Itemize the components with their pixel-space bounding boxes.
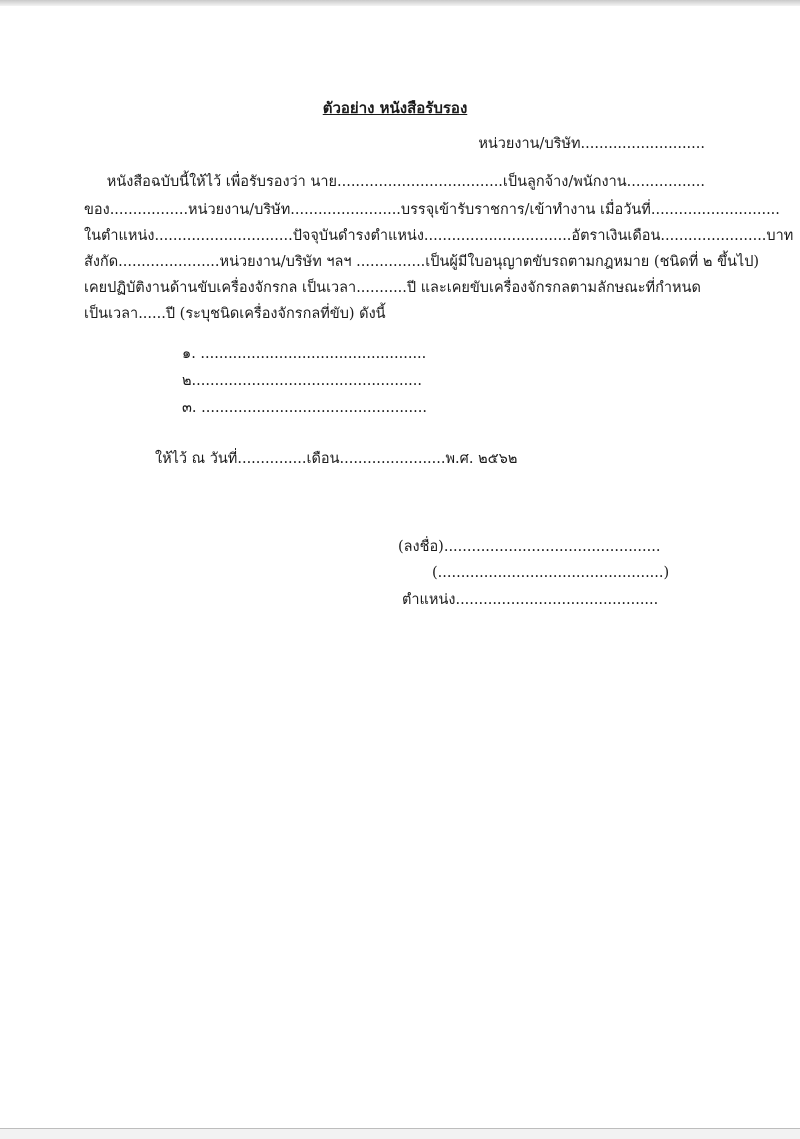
body-line-2 [84, 200, 780, 220]
company-line: หน่วยงาน/บริษัท........................... [478, 136, 705, 152]
signature-name-line: (.................................................) [432, 565, 670, 581]
body-line-5: เคยปฏิบัติงานด้านขับเครื่องจักรกล เป็นเวลา...........ปี และเคยขับเครื่องจักรกลตามลักษณะที่กำหนด [84, 280, 701, 296]
signature-line: (ลงชื่อ)............................................... [398, 539, 661, 555]
body-line-3-left: ในตำแหน่ง..............................ปัจจุบันดำรงตำแหน่ง................................อัตราเงินเดือน....................... [84, 228, 767, 244]
body-line-2-right: ........................บรรจุเข้ารับราชการ/เข้าทำงาน เมื่อวันที่............................ [290, 202, 780, 218]
body-line-1: หนังสือฉบับนี้ให้ไว้ เพื่อรับรองว่า นาย....................................เป็นลูกจ้าง/พนักงาน................. [106, 174, 705, 190]
scan-edge-top [0, 0, 800, 6]
body-line-3-right: บาท [766, 228, 794, 244]
signature-position-line: ตำแหน่ง............................................ [402, 592, 659, 608]
body-line-3 [84, 226, 794, 246]
body-line-2-left: ของ.................หน่วยงาน/บริษัท [84, 202, 291, 218]
body-line-4: สังกัด......................หน่วยงาน/บริษัท ฯลฯ ...............เป็นผู้มีใบอนุญาตขับรถตามกฎหมาย (ชนิดที่ ๒ ขึ้นไป) [84, 254, 760, 270]
list-item-2: ๒.................................................. [182, 373, 423, 389]
date-line: ให้ไว้ ณ วันที่...............เดือน.......................พ.ศ. ๒๕๖๒ [155, 451, 518, 467]
document-title: ตัวอย่าง หนังสือรับรอง [322, 99, 468, 117]
list-item-3: ๓. ................................................. [182, 400, 427, 416]
scan-edge-bottom [0, 1128, 800, 1139]
list-item-1: ๑. ................................................. [182, 346, 427, 362]
body-line-6: เป็นเวลา......ปี (ระบุชนิดเครื่องจักรกลที่ขับ) ดังนี้ [84, 306, 386, 322]
